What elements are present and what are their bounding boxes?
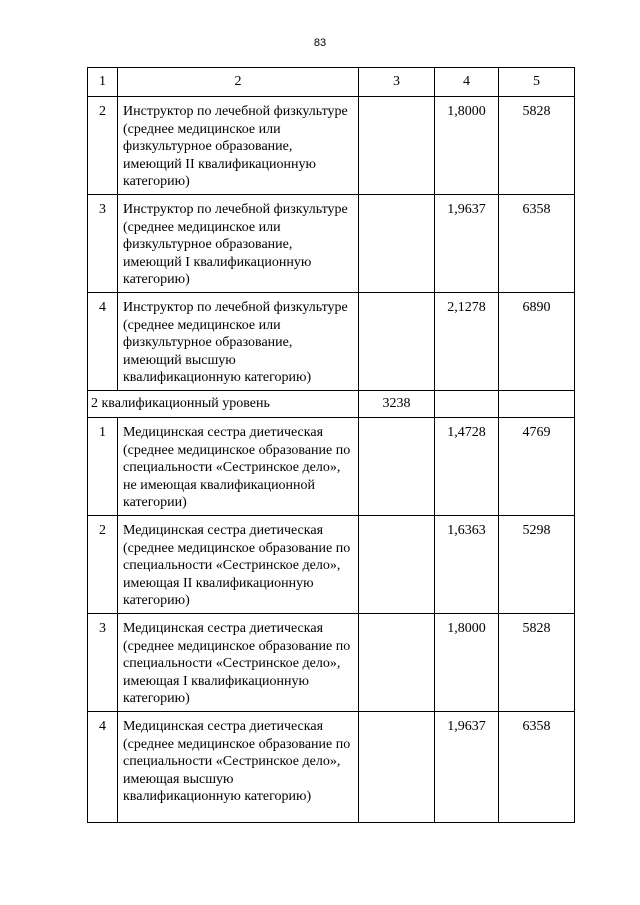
base-salary-cell bbox=[359, 293, 435, 391]
salary-table bbox=[87, 67, 575, 823]
qualification-level-base: 3238 bbox=[359, 391, 435, 418]
coefficient: 1,9637 bbox=[435, 195, 499, 293]
position-title: Медицинская сестра диетическая (среднее медицинское образование по специальности «Сестринское дело», имеющая II квалификационную категорию) bbox=[118, 516, 359, 614]
column-header-1: 1 bbox=[88, 68, 118, 97]
position-title: Инструктор по лечебной физкультуре (среднее медицинское или физкультурное образование, имеющий высшую квалификационную категорию) bbox=[118, 293, 359, 391]
coefficient: 1,6363 bbox=[435, 516, 499, 614]
coefficient: 2,1278 bbox=[435, 293, 499, 391]
coefficient: 1,8000 bbox=[435, 614, 499, 712]
base-salary-cell bbox=[359, 195, 435, 293]
column-header-4: 4 bbox=[435, 68, 499, 97]
table-header-row bbox=[88, 68, 575, 97]
table-row bbox=[88, 712, 575, 823]
position-title: Медицинская сестра диетическая (среднее медицинское образование по специальности «Сестринское дело», имеющая I квалификационную категорию) bbox=[118, 614, 359, 712]
table-row bbox=[88, 97, 575, 195]
position-title: Медицинская сестра диетическая (среднее медицинское образование по специальности «Сестринское дело», не имеющая квалификационной категории) bbox=[118, 418, 359, 516]
empty-cell bbox=[499, 391, 575, 418]
row-number: 1 bbox=[88, 418, 118, 516]
salary: 5828 bbox=[499, 614, 575, 712]
row-number: 4 bbox=[88, 712, 118, 823]
column-header-2: 2 bbox=[118, 68, 359, 97]
row-number: 3 bbox=[88, 195, 118, 293]
base-salary-cell bbox=[359, 614, 435, 712]
row-number: 3 bbox=[88, 614, 118, 712]
table-row bbox=[88, 195, 575, 293]
base-salary-cell bbox=[359, 712, 435, 823]
coefficient: 1,9637 bbox=[435, 712, 499, 823]
salary: 6358 bbox=[499, 195, 575, 293]
page-number: 83 bbox=[313, 37, 327, 49]
qualification-level-label: 2 квалификационный уровень bbox=[88, 391, 359, 418]
empty-cell bbox=[435, 391, 499, 418]
qualification-level-row bbox=[88, 391, 575, 418]
row-number: 2 bbox=[88, 97, 118, 195]
row-number: 2 bbox=[88, 516, 118, 614]
table-row bbox=[88, 516, 575, 614]
coefficient: 1,8000 bbox=[435, 97, 499, 195]
table-row bbox=[88, 614, 575, 712]
column-header-5: 5 bbox=[499, 68, 575, 97]
salary: 6358 bbox=[499, 712, 575, 823]
salary: 6890 bbox=[499, 293, 575, 391]
table-row bbox=[88, 418, 575, 516]
position-title: Инструктор по лечебной физкультуре (среднее медицинское или физкультурное образование, имеющий II квалификационную категорию) bbox=[118, 97, 359, 195]
column-header-3: 3 bbox=[359, 68, 435, 97]
salary: 4769 bbox=[499, 418, 575, 516]
position-title: Инструктор по лечебной физкультуре (среднее медицинское или физкультурное образование, имеющий I квалификационную категорию) bbox=[118, 195, 359, 293]
position-title: Медицинская сестра диетическая (среднее медицинское образование по специальности «Сестринское дело», имеющая высшую квалификационную категорию) bbox=[118, 712, 359, 823]
base-salary-cell bbox=[359, 516, 435, 614]
base-salary-cell bbox=[359, 418, 435, 516]
base-salary-cell bbox=[359, 97, 435, 195]
salary: 5298 bbox=[499, 516, 575, 614]
salary: 5828 bbox=[499, 97, 575, 195]
row-number: 4 bbox=[88, 293, 118, 391]
table-row bbox=[88, 293, 575, 391]
coefficient: 1,4728 bbox=[435, 418, 499, 516]
